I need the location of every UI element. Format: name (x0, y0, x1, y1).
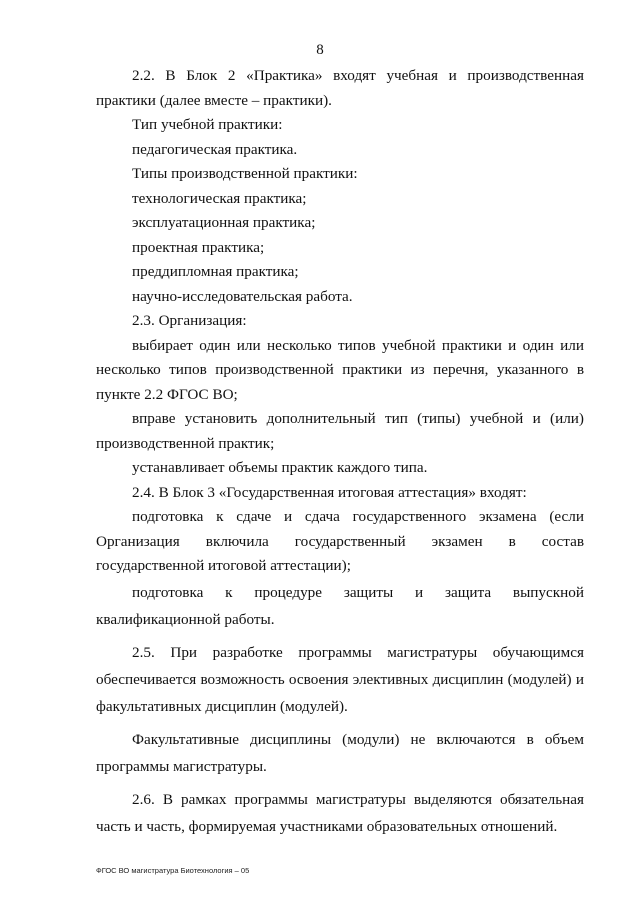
paragraph-2-2: 2.2. В Блок 2 «Практика» входят учебная и производственная практики (далее вместе – практики). (96, 67, 584, 109)
list-item-prediploma: преддипломная практика; (132, 263, 299, 280)
document-body (96, 64, 584, 840)
list-item-technological: технологическая практика; (132, 189, 307, 207)
organization-chooses: выбирает один или несколько типов учебной практики и один или несколько типов производственной практики из перечня, указанного в пункте 2.2 ФГОС ВО; (96, 336, 584, 403)
list-item-pedagogical: педагогическая практика. (132, 140, 298, 158)
paragraph-2-3: 2.3. Организация: (132, 312, 247, 329)
organization-may-set: вправе установить дополнительный тип (типы) учебной и (или) производственной практик; (96, 410, 584, 452)
list-item-project: проектная практика; (132, 238, 265, 256)
footer-note: ФГОС ВО магистратура Биотехнология – 05 (96, 866, 250, 875)
optional-disciplines: Факультативные дисциплины (модули) не включаются в объем программы магистратуры. (96, 730, 584, 775)
thesis-preparation: подготовка к процедуре защиты и защита выпускной квалификационной работы. (96, 583, 584, 628)
exam-preparation: подготовка к сдаче и сдача государственного экзамена (если Организация включила государственный экзамен в состав государственной итоговой аттестации); (96, 508, 584, 574)
paragraph-2-6: 2.6. В рамках программы магистратуры выделяются обязательная часть и часть, формируемая участниками образовательных отношений. (96, 790, 584, 835)
paragraph-2-4: 2.4. В Блок 3 «Государственная итоговая аттестация» входят: (132, 483, 527, 501)
paragraph-2-5: 2.5. При разработке программы магистратуры обучающимся обеспечивается возможность освоения элективных дисциплин (модулей) и факультативных дисциплин (модулей). (96, 643, 584, 715)
page-number: 8 (316, 42, 324, 58)
organization-sets-volumes: устанавливает объемы практик каждого типа. (132, 459, 428, 476)
edu-practice-type-heading: Тип учебной практики: (132, 116, 283, 133)
list-item-operational: эксплуатационная практика; (132, 214, 316, 231)
list-item-research: научно-исследовательская работа. (132, 287, 353, 305)
production-practice-types-heading: Типы производственной практики: (132, 165, 358, 182)
